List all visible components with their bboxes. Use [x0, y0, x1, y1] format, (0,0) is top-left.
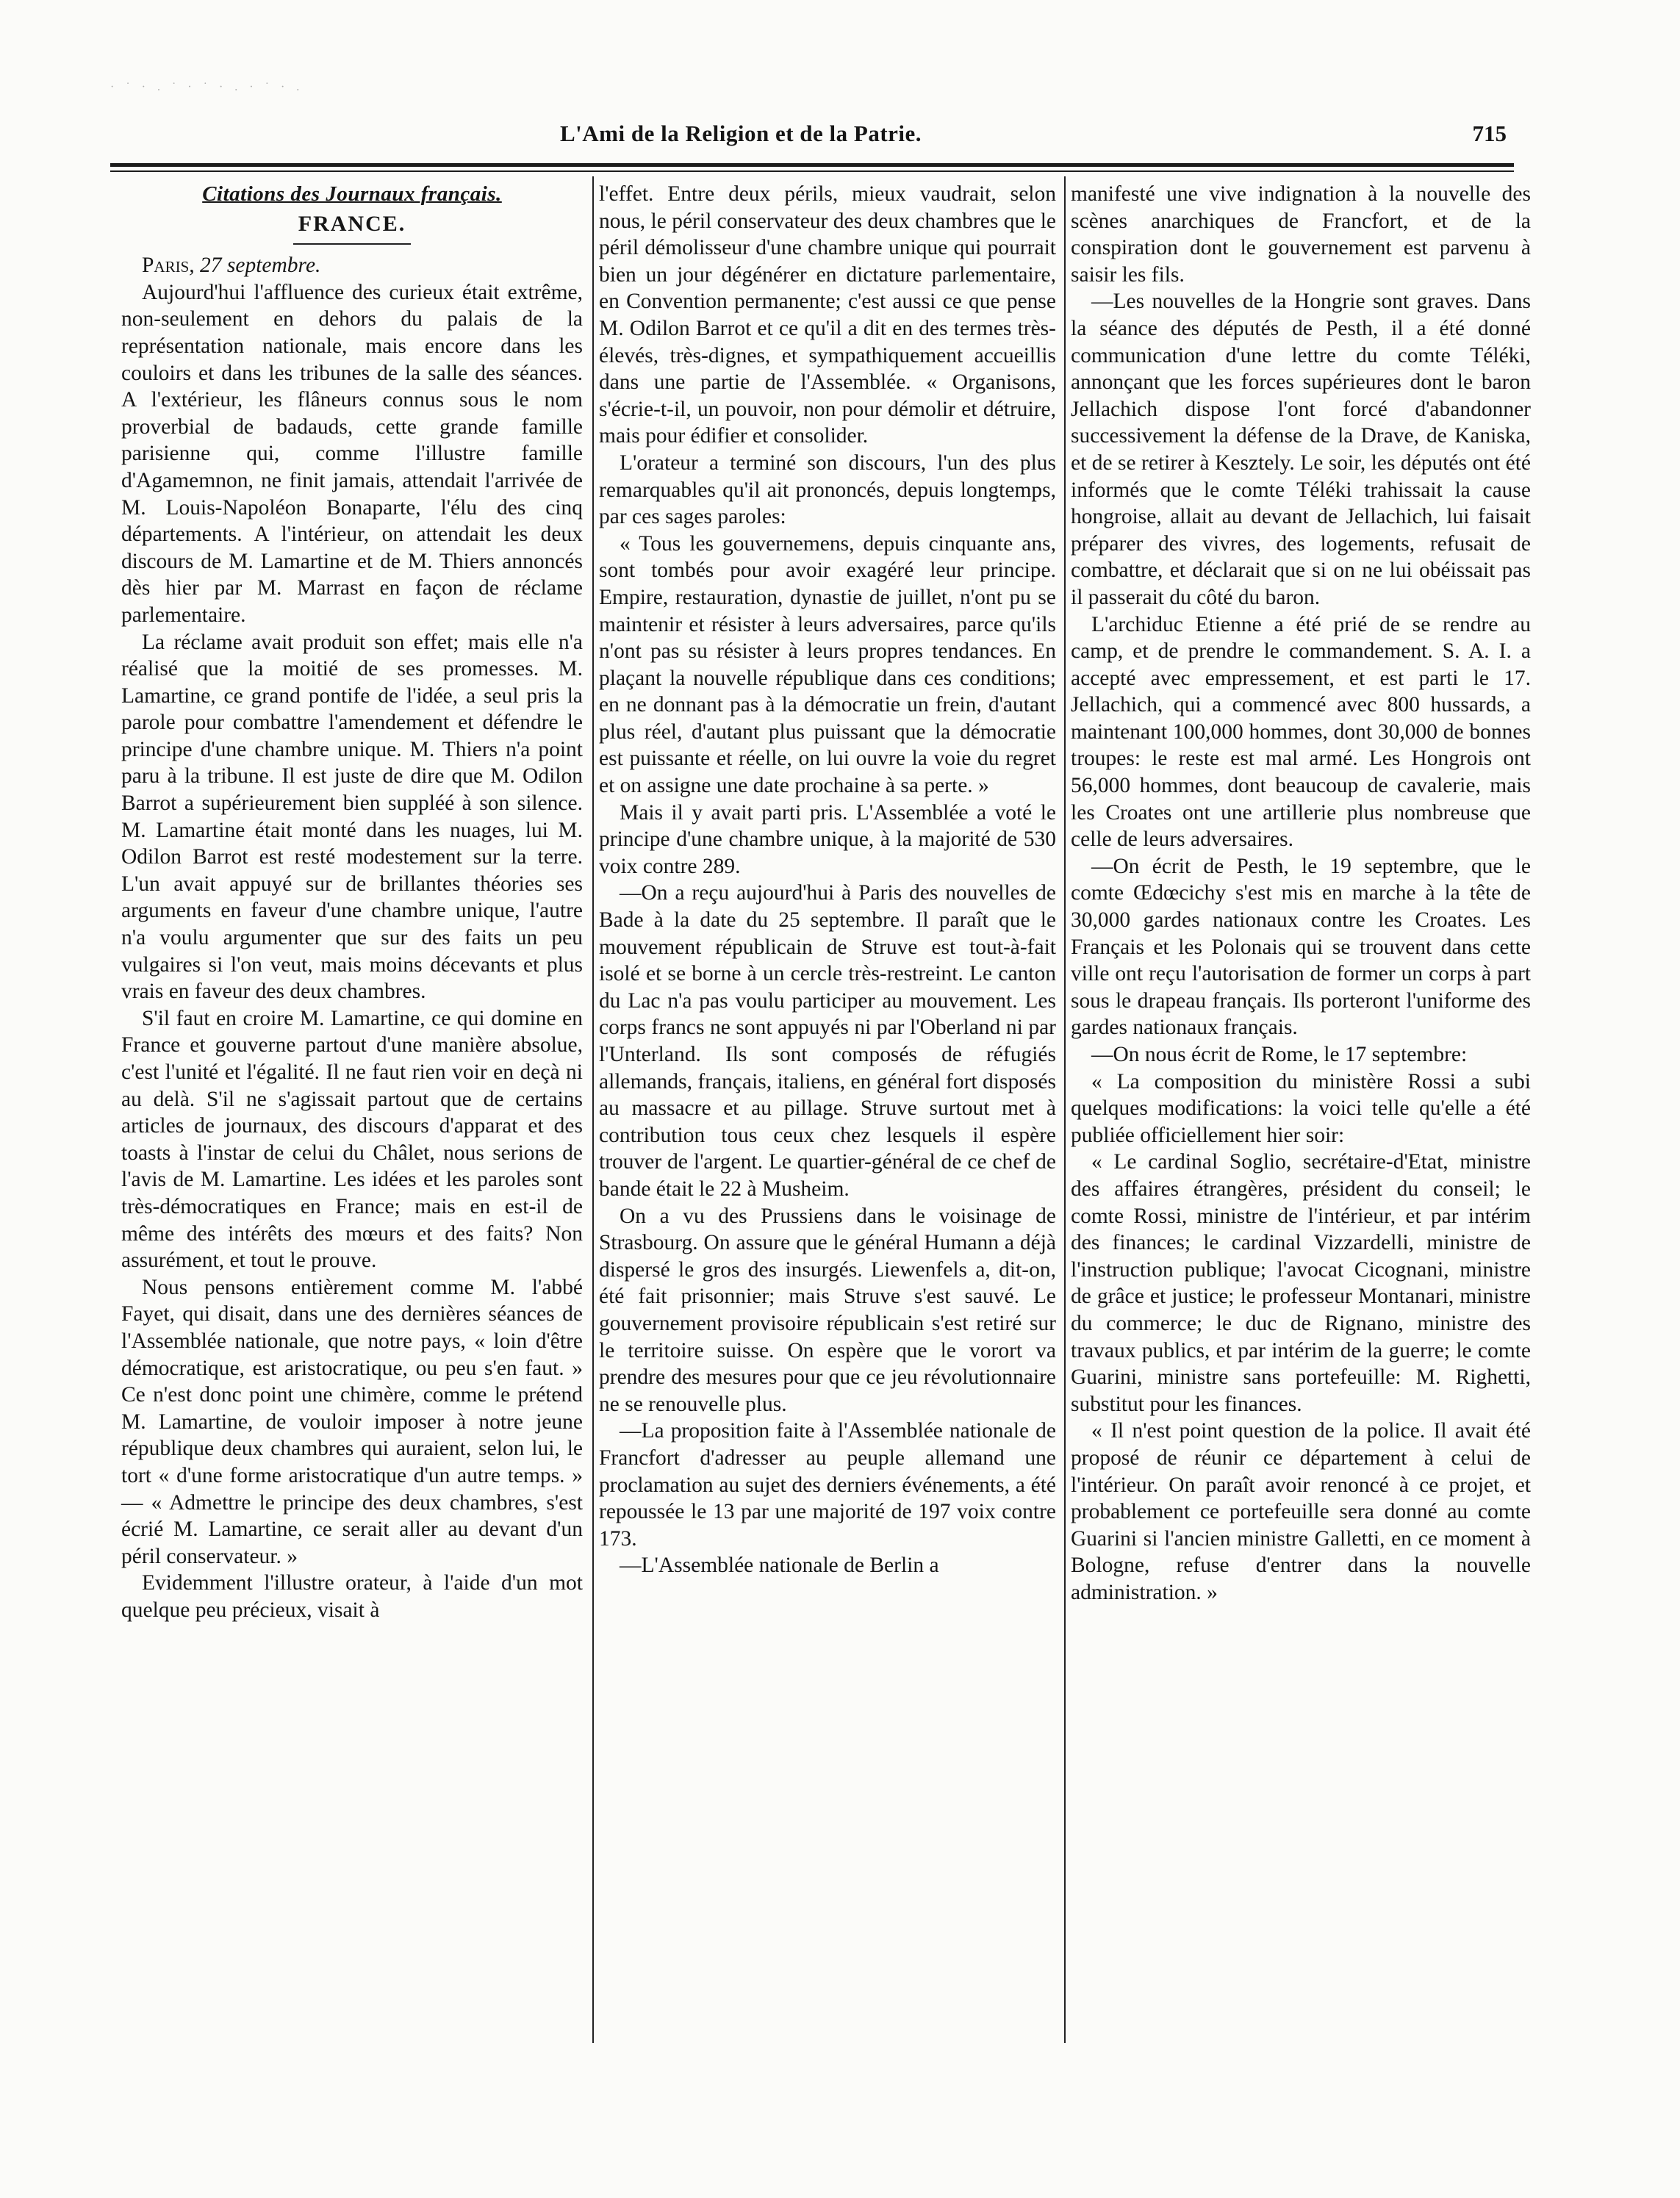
quote-paragraph: « La composition du ministère Rossi a subi quelques modifications: la voici telle qu'elle a été publiée officiellement hier soir: — [1071, 1069, 1531, 1147]
column-1 — [121, 181, 583, 1623]
scan-speckle: · ˙ · . ˙ · ˙ · . · ˙ · . — [110, 81, 304, 93]
article-paragraph: l'effet. Entre deux périls, mieux vaudrait, selon nous, le péril conservateur des deux chambres que le péril démolisseur d'une chambre unique qui pourrait bien un jour dégénérer en dictature parlementaire, en Convention permanente; c'est aussi ce que pense M. Odilon Barrot et ce qu'il a dit en des termes très-élevés, très-dignes, et sympathiquement accueillis dans une partie de l'Assemblée. « Organisons, s'écrie-t-il, un pouvoir, non pour démolir et détruire, mais pour édifier et consolider. — [599, 182, 1056, 448]
quote-paragraph: « Tous les gouvernemens, depuis cinquante ans, sont tombés pour avoir exagéré leur principe. Empire, restauration, dynastie de juillet, n'ont pu se maintenir et résister à leurs adversaires, parce qu'ils n'ont pas su résister à leurs propres tendances. En plaçant la nouvelle république dans ces conditions; en ne donnant pas à la démocratie un frein, d'autant plus réel, d'autant plus puissant que la démocratie est puissante et réelle, on lui ouvre la voie du regret et on assigne une date prochaine à sa perte. » — [599, 531, 1056, 798]
header-rule-thin — [110, 170, 1514, 172]
article-paragraph: Aujourd'hui l'affluence des curieux était extrême, non-seulement en dehors du palais de la représentation nationale, mais encore dans les couloirs et dans les tribunes de la salle des séances. A l'extérieur, les flâneurs connus sous le nom proverbial de badauds, cette grande famille parisienne qui, comme l'illustre famille d'Agamemnon, ne finit jamais, attendait l'arrivée de M. Louis-Napoléon Bonaparte, l'élu des cinq départements. A l'intérieur, on attendait les deux discours de M. Lamartine et de M. Thiers annoncés dès hier par M. Marrast en façon de réclame parlementaire. — [121, 280, 583, 627]
column-divider-2 — [1064, 176, 1066, 2043]
news-item: —On a reçu aujourd'hui à Paris des nouvelles de Bade à la date du 25 septembre. Il paraît que le mouvement républicain de Struve est tout-à-fait isolé et se borne à un cercle très-restreint. Le canton du Lac n'a pas voulu participer au mouvement. Les corps francs ne sont appuyés ni par l'Oberland ni par l'Unterland. Ils sont composés de réfugiés allemands, français, italiens, en général fort disposés au massacre et au pillage. Struve surtout met à contribution tous ceux chez lesquels il espère trouver de l'argent. Le quartier-général de ce chef de bande était le 22 à Musheim. — [599, 881, 1056, 1201]
header-rule-thick — [110, 163, 1514, 167]
article-paragraph: L'archiduc Etienne a été prié de se rendre au camp, et de prendre le commandement. S. A. I. a accepté avec empressement, et est parti le 17. Jellachich, qui a commencé avec 800 hussards, a maintenant 100,000 hommes, dont 30,000 de bonnes troupes: le reste est mal armé. Les Hongrois ont 56,000 hommes, dont beaucoup de cavalerie, mais les Croates ont une artillerie plus nombreuse que celle de leurs adversaires. — [1071, 612, 1531, 852]
news-item: —L'Assemblée nationale de Berlin a — [620, 1554, 939, 1578]
news-item: —La proposition faite à l'Assemblée nationale de Francfort d'adresser au peuple allemand une proclamation au sujet des derniers événements, a été repoussée le 13 par une majorité de 197 voix contre 173. — [599, 1419, 1056, 1551]
quote-paragraph: « Le cardinal Soglio, secrétaire-d'Etat, ministre des affaires étrangères, président du conseil; le comte Rossi, ministre de l'intérieur, et par intérim des finances; le cardinal Vizzardelli, ministre de l'instruction publique; l'avocat Cicognani, ministre de grâce et justice; le professeur Montanari, ministre du commerce; le duc de Rignano, ministre des travaux publics, et par intérim de la guerre; le comte Guarini, ministre sans portefeuille: M. Righetti, substitut pour les finances. — [1071, 1150, 1531, 1416]
article-paragraph: manifesté une vive indignation à la nouvelle des scènes anarchiques de Francfort, et de la conspiration dont le gouvernement est parvenu à saisir les fils. — [1071, 182, 1531, 287]
news-item: —On nous écrit de Rome, le 17 septembre: — [1091, 1043, 1468, 1066]
article-paragraph: Evidemment l'illustre orateur, à l'aide d'un mot quelque peu précieux, visait à — [121, 1571, 583, 1622]
news-item: —On écrit de Pesth, le 19 septembre, que le comte Œdœcichy s'est mis en marche à la tête de 30,000 gardes nationaux contre les Croates. Les Français et les Polonais qui se trouvent dans cette ville ont reçu l'autorisation de former un corps à part sous le drapeau français. Ils porteront l'uniforme des gardes nationaux français. — [1071, 854, 1531, 1040]
article-paragraph: L'orateur a terminé son discours, l'un des plus remarquables qu'il ait prononcés, depuis longtemps, par ces sages paroles: — [599, 450, 1056, 529]
column-2 — [599, 181, 1056, 1579]
page-number: 715 — [1472, 121, 1507, 146]
subsection-rule — [293, 243, 411, 245]
article-paragraph: S'il faut en croire M. Lamartine, ce qui domine en France et gouverne partout d'une manière absolue, c'est l'unité et l'égalité. Il ne faut rien voir en deçà ni au delà. S'il ne s'agissait partout que de certains articles de journaux, des discours d'apparat et des toasts à l'instar de celui du Châlet, nous serions de l'avis de M. Lamartine. Les idées et les paroles sont très-démocratiques en France; mais en est-il de même des intérêts des mœurs et des faits? Non assurément, et tout le prouve. — [121, 1006, 583, 1273]
section-title: Citations des Journaux français. — [202, 182, 502, 206]
quote-paragraph: « Il n'est point question de la police. Il avait été proposé de réunir ce département à celui de l'intérieur. On paraît avoir renoncé à ce projet, et probablement ce portefeuille sera donné au comte Guarini si l'ancien ministre Galletti, en ce moment à Bologne, refuse d'entrer dans la nouvelle administration. » — [1071, 1419, 1531, 1604]
dateline-date: , 27 septembre. — [189, 254, 321, 278]
article-paragraph: La réclame avait produit son effet; mais elle n'a réalisé que la moitié de ses promesses. M. Lamartine, ce grand pontife de l'idée, a seul pris la parole pour combattre l'amendement et défendre le principe d'une chambre unique. M. Thiers n'a point paru à la tribune. Il est juste de dire que M. Odilon Barrot a supérieurement bien suppléé à son silence. M. Lamartine était monté dans les nuages, lui M. Odilon Barrot est resté modestement sur la terre. L'un avait appuyé sur de brillantes théories ses arguments en faveur d'une chambre unique, l'autre n'a voulu argumenter que sur des faits un peu vulgaires si l'on veut, mais moins décevants et plus vrais en faveur des deux chambres. — [121, 630, 583, 1004]
article-paragraph: Nous pensons entièrement comme M. l'abbé Fayet, qui disait, dans une des dernières séances de l'Assemblée nationale, que notre pays, « loin d'être démocratique, est aristocratique, ou peu s'en faut. » Ce n'est donc point une chimère, comme le prétend M. Lamartine, de vouloir imposer à notre jeune république deux chambres qui auraient, selon lui, le tort « d'une forme aristocratique d'un autre temps. » — « Admettre le principe des deux chambres, s'est écrié M. Lamartine, ce serait aller au devant d'un péril conservateur. » — [121, 1275, 583, 1568]
news-item: —Les nouvelles de la Hongrie sont graves. Dans la séance des députés de Pesth, il a été donné communication d'une lettre du comte Téléki, annonçant que les forces supérieures dont le baron Jellachich dispose l'ont forcé d'abandonner successivement la défense de la Drave, de Kaniska, et de se retirer à Kesztely. Le soir, les députés ont été informés que le comte Téléki trahissait la cause hongroise, allait au devant de Jellachich, lui faisait préparer des vivres, des logements, refusait de combattre, et déclarait que si on ne lui obéissait pas il passerait du côté du baron. — [1071, 290, 1531, 609]
page-header — [110, 116, 1514, 160]
running-title: L'Ami de la Religion et de la Patrie. — [560, 121, 922, 146]
subsection-title: FRANCE. — [298, 211, 406, 236]
column-divider-1 — [592, 176, 594, 2043]
column-3 — [1071, 181, 1531, 1606]
dateline-city: Paris — [142, 254, 190, 278]
article-paragraph: On a vu des Prussiens dans le voisinage de Strasbourg. On assure que le général Humann a déjà dispersé le gros des insurgés. Liewenfels a, dit-on, été fait prisonnier; mais Struve s'est sauvé. Le gouvernement provisoire républicain s'est retiré sur le territoire suisse. On espère que le vorort va prendre des mesures pour que ce jeu révolutionnaire ne se renouvelle plus. — [599, 1204, 1056, 1416]
dateline — [121, 252, 583, 279]
article-paragraph: Mais il y avait parti pris. L'Assemblée a voté le principe d'une chambre unique, à la majorité de 530 voix contre 289. — [599, 800, 1056, 878]
